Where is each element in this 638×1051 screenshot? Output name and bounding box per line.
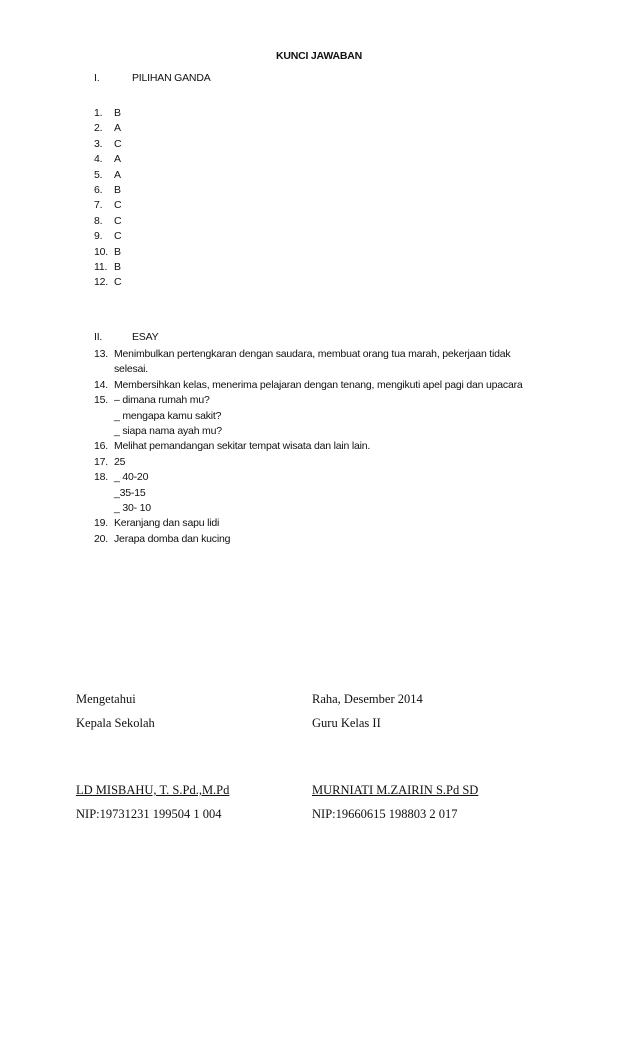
list-item xyxy=(94,168,554,183)
list-item xyxy=(94,501,554,516)
item-number: 3. xyxy=(94,137,103,150)
item-text: A xyxy=(114,168,121,181)
item-number: 2. xyxy=(94,122,103,135)
item-text: Melihat pemandangan sekitar tempat wisata dan lain lain. xyxy=(114,440,371,453)
signature-left-caption-1: Mengetahui xyxy=(76,692,136,706)
item-text: _35-15 xyxy=(114,486,146,499)
signature-right-place-date: Raha, Desember 2014 xyxy=(312,692,423,706)
item-number: 14. xyxy=(94,378,108,391)
list-item xyxy=(94,137,554,152)
item-text: A xyxy=(114,122,121,135)
list-item xyxy=(94,347,554,362)
item-number xyxy=(94,409,114,424)
section-label: PILIHAN GANDA xyxy=(132,72,211,84)
item-text: Keranjang dan sapu lidi xyxy=(114,517,220,530)
list-item xyxy=(94,260,554,275)
item-text: C xyxy=(114,214,122,227)
section-heading-esay xyxy=(94,331,158,343)
item-text: B xyxy=(114,245,121,258)
item-number: 10. xyxy=(94,245,108,258)
list-item xyxy=(94,532,554,547)
item-number: 9. xyxy=(94,230,103,243)
item-text: Jerapa domba dan kucing xyxy=(114,532,231,545)
item-text: C xyxy=(114,137,122,150)
item-number: 7. xyxy=(94,199,103,212)
list-item xyxy=(94,121,554,136)
principal-name: LD MISBAHU, T. S.Pd.,M.Pd xyxy=(76,783,230,797)
item-number: 19. xyxy=(94,517,108,530)
teacher-nip: NIP:19660615 198803 2 017 xyxy=(312,807,458,821)
list-item xyxy=(94,378,554,393)
item-text: Membersihkan kelas, menerima pelajaran dengan tenang, mengikuti apel pagi dan upacara xyxy=(114,378,523,391)
list-item xyxy=(94,409,554,424)
item-number xyxy=(94,486,114,501)
list-item xyxy=(94,229,554,244)
list-item xyxy=(94,486,554,501)
item-text: _ 40-20 xyxy=(114,471,149,484)
item-text: 25 xyxy=(114,455,126,468)
list-item xyxy=(94,183,554,198)
signature-left-caption-2: Kepala Sekolah xyxy=(76,716,155,730)
list-item xyxy=(94,439,554,454)
list-item xyxy=(94,516,554,531)
item-text: C xyxy=(114,230,122,243)
item-text: Menimbulkan pertengkaran dengan saudara, membuat orang tua marah, pekerjaan tidak xyxy=(114,348,511,360)
item-number: 17. xyxy=(94,455,108,468)
list-item xyxy=(94,214,554,229)
list-item xyxy=(94,152,554,167)
list-item xyxy=(94,470,554,485)
item-number: 18. xyxy=(94,471,108,484)
item-number: 16. xyxy=(94,440,108,453)
item-text: – dimana rumah mu? xyxy=(114,394,210,407)
list-item xyxy=(94,106,554,121)
item-text: _ siapa nama ayah mu? xyxy=(114,425,222,438)
item-number: 11. xyxy=(94,261,108,274)
item-text: B xyxy=(114,184,121,197)
list-item xyxy=(94,455,554,470)
page-title: KUNCI JAWABAN xyxy=(275,50,363,62)
list-item xyxy=(94,198,554,213)
multiple-choice-answer-list xyxy=(94,106,554,291)
item-text: B xyxy=(114,261,121,274)
item-text: selesai. xyxy=(114,363,149,376)
item-number: 15. xyxy=(94,394,108,407)
section-label: ESAY xyxy=(132,331,159,343)
list-item xyxy=(94,424,554,439)
item-number xyxy=(94,501,114,516)
item-number: 5. xyxy=(94,168,103,181)
signature-right-caption: Guru Kelas II xyxy=(312,716,381,730)
section-number: II. xyxy=(94,331,103,343)
section-number: I. xyxy=(94,72,100,84)
section-heading-pilihan-ganda xyxy=(94,72,211,84)
item-text: A xyxy=(114,153,121,166)
item-number: 1. xyxy=(94,107,103,119)
list-item xyxy=(94,275,554,290)
teacher-name: MURNIATI M.ZAIRIN S.Pd SD xyxy=(312,783,479,797)
item-number: 13. xyxy=(94,348,108,360)
item-text: B xyxy=(114,107,121,119)
essay-answer-list xyxy=(94,347,554,547)
item-number xyxy=(94,362,114,377)
list-item xyxy=(94,362,554,377)
principal-nip: NIP:19731231 199504 1 004 xyxy=(76,807,222,821)
item-text: C xyxy=(114,276,122,289)
item-number: 8. xyxy=(94,214,103,227)
item-text: _ mengapa kamu sakit? xyxy=(114,409,222,422)
item-number: 12. xyxy=(94,276,108,289)
item-text: _ 30- 10 xyxy=(114,502,151,515)
list-item xyxy=(94,245,554,260)
item-number xyxy=(94,424,114,439)
item-text: C xyxy=(114,199,122,212)
item-number: 6. xyxy=(94,184,103,197)
item-number: 4. xyxy=(94,153,103,166)
item-number: 20. xyxy=(94,532,108,545)
list-item xyxy=(94,393,554,408)
